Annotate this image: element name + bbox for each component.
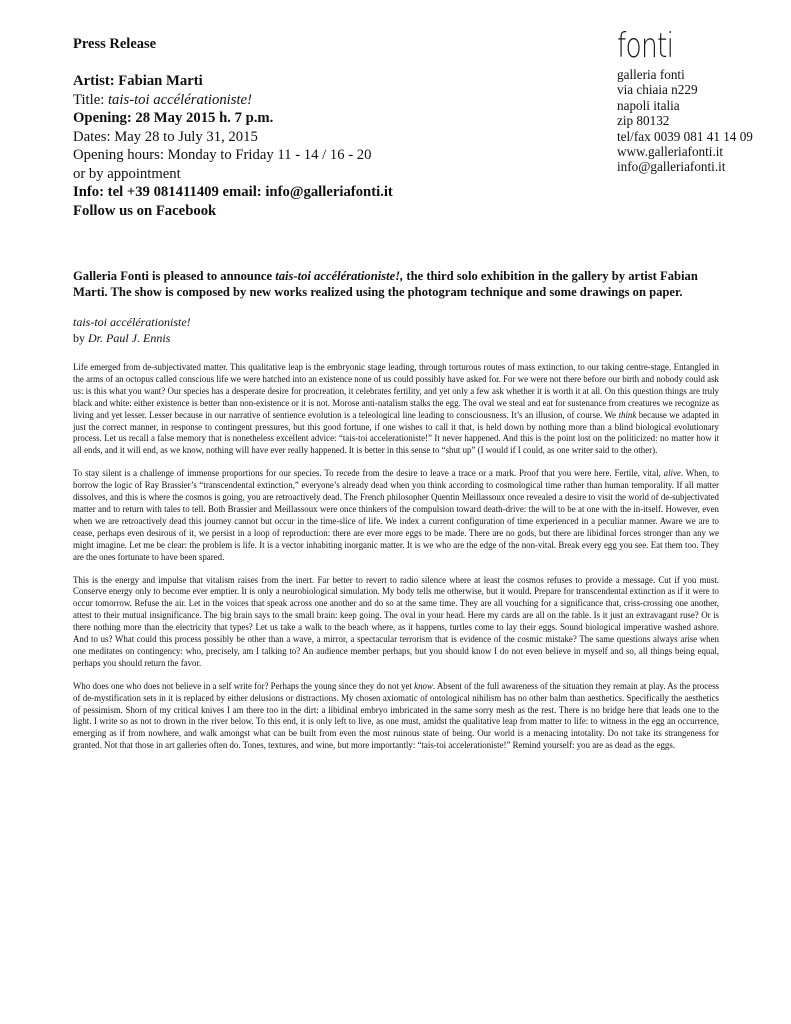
essay-body	[73, 362, 719, 763]
title-value: tais-toi accélérationiste!	[107, 91, 252, 108]
title-label: Title:	[73, 91, 108, 108]
address-line: www.galleriafonti.it	[617, 144, 724, 160]
hours-line: Opening hours: Monday to Friday 11 - 14 / 16 - 20	[73, 147, 372, 163]
exhibition-info	[73, 72, 553, 220]
title-line	[73, 91, 553, 110]
essay-paragraph: Who does one who does not believe in a self write for? Perhaps the young since they do not yet know. Absent of the full awareness of the situation they remain at play. As the process of de-mystification sets in it is replaced by either delusions or distractions. My chosen axiomatic of ontological nihilism has no other balm than aesthetics. Specifically the aesthetics of pessimism. Shorn of my critical knives I am there too in the dirt: a libidinal embryo imbricated in the same sorry mesh as the rest. There is no bridge here that leads one to the light. I write so as not to drown in the river below. To this end, it is only left to live, as one must, amidst the qualitative leap from matter to life: to witness in the egg an occurrence, emerging as if from nowhere, and walk amongst what can be built from even the most ruinous state of being. Our world is a menacing intotality. Do not take its strangeness for granted. Not that those in art galleries often do. Tones, textures, and wine, but more importantly: “tais-toi accelerationiste!” Remind yourself: you are as dead as the eggs.	[73, 680, 720, 751]
address-line: info@galleriafonti.it	[617, 159, 726, 175]
essay-by: by	[73, 330, 88, 345]
announcement-paragraph	[73, 268, 723, 300]
facebook-line: Follow us on Facebook	[73, 202, 217, 219]
announcement-text: the third solo exhibition in the gallery by artist Fabian Marti. The show is composed by new works realized using the photogram technique and some drawings on paper.	[73, 269, 698, 299]
address-line: galleria fonti	[617, 67, 685, 82]
dates-line: Dates: May 28 to July 31, 2015	[73, 128, 258, 145]
contact-line: Info: tel +39 081411409 email: info@galleriafonti.it	[73, 184, 393, 200]
artist-line: Artist: Fabian Marti	[73, 73, 203, 89]
essay-title: tais-toi accélérationiste!	[73, 315, 191, 329]
address-line: napoli italia	[617, 97, 680, 113]
address-line: tel/fax 0039 081 41 14 09	[617, 128, 753, 144]
appointment-line: or by appointment	[73, 165, 181, 182]
essay-heading	[73, 315, 191, 346]
address-line: via chiaia n229	[617, 82, 698, 98]
announcement-text: Galleria Fonti is pleased to announce	[73, 269, 276, 283]
fonti-logo: fonti	[617, 26, 674, 66]
gallery-logo-block	[617, 27, 777, 175]
essay-author: Dr. Paul J. Ennis	[88, 330, 171, 345]
gallery-address	[617, 67, 777, 175]
announcement-title: tais-toi accélérationiste!,	[275, 269, 404, 283]
essay-paragraph: Life emerged from de-subjectivated matter. This qualitative leap is the embryonic stage leading, through torturous routes of mass extinction, to our taking centre-stage. Entangled in the arms of an octopus called conscious life we were hatched into an existence none of us could possibly have asked for. For we were not there before our birth and nobody could ask us: is this what you want? Our species has a desperate desire for procreation, it celebrates fertility, and yet only a few ask whether it is worth it at all. On this question things are truly black and white: either existence is better than non-existence or it is not. Morose anti-natalism stalks the egg. The oval we steal and eat for sustenance from creatures we recognize as living and yet lesser. Lesser because in our narrative of sentience evolution is a teleological line leading to consciousness. It’s an illusion, of course. We think because we adapted in just the correct manner, in response to contingent pressures, but this good fortune, if one wishes to call it that, is held down by nothing more than a blind biological evolutionary process. Let us recall a false memory that is nonetheless excellent advice: “tais-toi accelerationiste!” It never happened. And this is the point lost on the politicized: no matter how it all ends, and it will end, as we know, nothing will have ever really happened. It is better in this sense to “shut up” (I would if I could, as one writer said to the other).	[73, 362, 719, 456]
press-release-heading: Press Release	[73, 36, 157, 52]
opening-line: Opening: 28 May 2015 h. 7 p.m.	[73, 110, 274, 126]
essay-paragraph: To stay silent is a challenge of immense proportions for our species. To recede from the desire to leave a trace or a mark. Proof that you were here. Fertile, vital, alive. When, to borrow the logic of Ray Brassier’s “transcendental extinction,” everyone’s already dead when you think according to cosmological time rather than human temporality. If all matter dissolves, and this is where the cosmos is going, you are retroactively dead. The French philosopher Quentin Meillassoux once revealed a desire to visit the world of de-subjectivated matter and to return with tales to tell. Both Brassier and Meillassoux were once thinkers of the compulsion toward death-drive: the will to be at one with the in-itself. However, even when we are retroactively dead this journey cannot but occur in the time-slice of life. We index a current configuration of time experienced in a peculiar manner. Aware we are to cease, perhaps even desirous of it, we persist in a loop of reproduction: there are ever more eggs to be made. There are no gods, but there are libidinal forces stronger than any we might imagine. Let me be clear: the problem is life. It is a vector inhabiting inorganic matter. It is we who are the edge of the non-vital. Break every egg you see. Eat them too. They are the ones fortunate to have been spared.	[73, 468, 719, 562]
essay-paragraph: This is the energy and impulse that vitalism raises from the inert. Far better to revert to radio silence where at least the cosmos refuses to provide a message. Cut if you must. Conserve energy only to become ever emptier. It is only a neurobiological simulation. My body tells me otherwise, but it would. Prepare for transcendental extinction as if it were to occur tomorrow. Refuse the air. Let in the voices that speak across one another and do so at the same time. They are all vouching for a significance that, criss-crossing one another, attest to their mutual insignificance. The big brain says to the small brain: keep going. The oval in your head. Here my cards are all on the table. Is it just an extravagant ruse? Or is there nothing more than the electricity that types? Let us take a walk to the beach where, as it happens, turtles come to lay their eggs. Sound biological imperative washed ashore. And to us? What could this process possibly be other than a wave, a mirror, a spectacular terrorism that is evidence of the cosmic mistake? The same questions always arise when one meditates on contingency: who, precisely, am I talking to? An audience member perhaps, but you should know I do not even believe in myself and so, all things being equal, perhaps you should return the favor.	[73, 574, 719, 668]
address-line: zip 80132	[617, 113, 670, 129]
